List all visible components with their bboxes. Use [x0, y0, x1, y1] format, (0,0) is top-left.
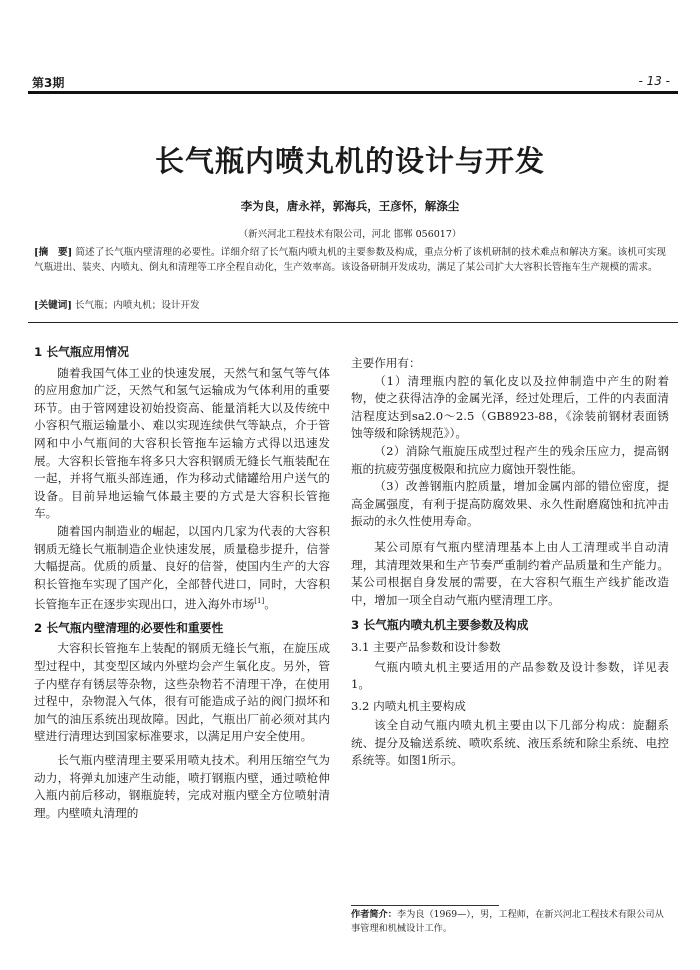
left-column [34, 344, 330, 822]
section-3-2-heading: 3.2 内喷丸机主要构成 [351, 698, 466, 713]
section-1-heading: 1 长气瓶应用情况 [34, 345, 129, 359]
section-1-paragraph-2 [34, 523, 330, 614]
abstract [34, 246, 666, 275]
section-1-paragraph-2-text: 随着国内制造业的崛起，以国内几家为代表的大容积钢质无缝长气瓶制造企业快速发展，质量稳步提升，信誉大幅提高。优质的质量、良好的信誉，使国内生产的大容积长管拖车实现了国产化，全部替代进口，同时，大容积长管拖车正在逐步实现出口，进入海外市场 [34, 523, 330, 612]
keywords [34, 297, 666, 311]
section-2-paragraph-1: 大容积长管拖车上装配的钢质无缝长气瓶，在旋压成型过程中，其变型区域内外壁均会产生氧化皮。另外，管子内壁存有锈层等杂物，这些杂物若不清理干净，在使用过程中，杂物混入气体，很有可能造成子站的阀门损坏和加气的油压系统出现故障。因此，气瓶出厂前必须对其内壁进行清理达到国家标准要求，以满足用户安全使用。 [34, 641, 330, 744]
section-3-1-heading: 3.1 主要产品参数和设计参数 [351, 639, 501, 654]
section-2-paragraph-2: 长气瓶内壁清理主要采用喷丸技术。利用压缩空气为动力，将弹丸加速产生动能，喷打钢瓶内壁，通过喷枪伸入瓶内前后移动，钢瓶旋转，完成对瓶内壁全方位喷射清理。内壁喷丸清理的 [34, 752, 330, 820]
footnote-label: 作者简介： [351, 909, 397, 920]
section-3-2-paragraph: 该全自动气瓶内喷丸机主要由以下几部分构成：旋翻系统、提分及输送系统、喷吹系统、液压系统和除尘系统、电控系统等。如图1所示。 [351, 718, 669, 768]
header-rule [28, 91, 678, 94]
abstract-label: [摘 要] [34, 247, 73, 258]
purpose-item-1: （1）清理瓶内腔的氧化皮以及拉伸制造中产生的附着物，使之获得洁净的金属光泽，经过处理后，工件的内表面清洁程度达到sa2.0～2.5（GB8923-88，《涂装前钢材表面锈蚀等级和除锈规范》）。 [351, 373, 669, 441]
section-1-paragraph-1: 随着我国气体工业的快速发展，天然气和氢气等气体的应用愈加广泛，天然气和氢气运输成为气体利用的重要环节。由于管网建设初始投资高、能量消耗大以及传统中小容积气瓶运输量小、难以实现连续供气等缺点，介于管网和中小气瓶间的大容积长管拖车运输方式得以迅速发展。大容积长管拖车将多只大容积钢质无缝长气瓶装配在一起，并将气瓶头部连通，作为移动式储罐给用户送气的设备。目前异地运输气体最主要的方式是大容积长管拖车。 [34, 365, 330, 521]
article-title: 长气瓶内喷丸机的设计与开发 [154, 144, 545, 178]
footnote-rule [351, 905, 499, 906]
company-paragraph: 某公司原有气瓶内壁清理基本上由人工清理或半自动清理，其清理效果和生产节奏严重制约着产品质量和生产能力。某公司根据自身发展的需要，在大容积气瓶生产线扩能改造中，增加一项全自动气瓶内壁清理工序。 [351, 539, 669, 607]
keywords-text: 长气瓶；内喷丸机；设计开发 [74, 300, 200, 311]
author-footnote [351, 908, 671, 936]
keywords-label: [关键词] [34, 300, 72, 311]
affiliation: （新兴河北工程技术有限公司，河北 邯郸 056017） [238, 229, 462, 240]
abstract-rule [28, 322, 678, 323]
page-number: - 13 - [638, 74, 670, 88]
citation-ref: [1] [254, 597, 265, 606]
section-1-paragraph-2-end: 。 [264, 597, 276, 612]
purpose-lead: 主要作用有： [351, 356, 421, 370]
abstract-text: 简述了长气瓶内壁清理的必要性。详细介绍了长气瓶内喷丸机的主要参数及构成，重点分析了该机研制的技术难点和解决方案。该机可实现气瓶进出、装夹、内喷丸、倒丸和清理等工序全程自动化，生产效率高。该设备研制开发成功，满足了某公司扩大大容积长管拖车生产规模的需求。 [34, 247, 666, 273]
purpose-item-2: （2）消除气瓶旋压成型过程产生的残余压应力，提高钢瓶的抗疲劳强度极限和抗应力腐蚀开裂性能。 [351, 443, 669, 476]
issue-number: 第3期 [32, 76, 65, 90]
section-3-1-paragraph: 气瓶内喷丸机主要适用的产品参数及设计参数，详见表1。 [351, 659, 669, 692]
section-2-heading: 2 长气瓶内壁清理的必要性和重要性 [34, 620, 224, 635]
purpose-item-3: （3）改善钢瓶内腔质量，增加金属内部的错位密度，提高金属强度，有利于提高防腐效果、永久性耐磨腐蚀和抗冲击振动的永久性使用寿命。 [351, 479, 669, 529]
right-column [351, 355, 669, 770]
section-3-heading: 3 长气瓶内喷丸机主要参数及构成 [351, 618, 529, 633]
footnote-text: 李为良（1969—），男，工程师，在新兴河北工程技术有限公司从事管理和机械设计工作。 [351, 909, 664, 934]
author-list: 李为良，唐永祥，郭海兵，王彦怀，解涤尘 [240, 199, 460, 213]
